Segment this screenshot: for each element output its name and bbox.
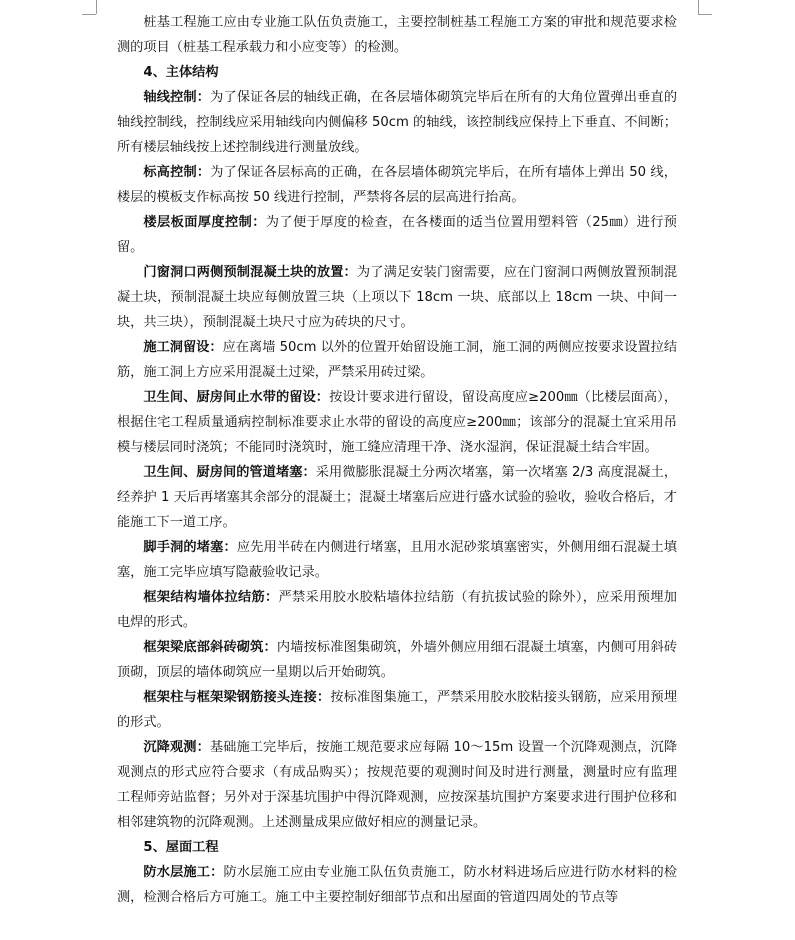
paragraph-text: 防水层施工应由专业施工队伍负责施工，防水材料进场后应进行防水材料的检测，检测合格后方可施工。施工中主要控制好细部节点和出屋面的管道四周处的节点等 <box>117 865 678 905</box>
body-paragraph <box>117 685 677 735</box>
paragraph-text: 应先用半砖在内侧进行堵塞，且用水泥砂浆填塞密实，外侧用细石混凝土填塞，施工完毕应填写隐蔽验收记录。 <box>117 540 678 580</box>
body-paragraph <box>117 585 677 635</box>
section-heading: 5、屋面工程 <box>143 840 219 855</box>
paragraph-text: 按标准图集施工，严禁采用胶水胶粘接头钢筋，应采用预埋的形式。 <box>117 690 678 730</box>
paragraph-text: 按设计要求进行留设，留设高度应≥200㎜（比楼层面高），根据住宅工程质量通病控制标准要求止水带的留设的高度应≥200㎜；该部分的混凝土宜采用吊模与楼层同时浇筑；不能同时浇筑时，施工缝应清理干净、浇水湿润，保证混凝土结合牢固。 <box>117 390 678 455</box>
paragraph-text: 为了满足安装门窗需要，应在门窗洞口两侧放置预制混凝土块，预制混凝土块应每侧放置三块（上项以下 18cm 一块、底部以上 18cm 一块、中间一块，共三块），预制混凝土块尺寸应为砖块的尺寸。 <box>117 265 678 330</box>
paragraph-text: 严禁采用胶水胶粘墙体拉结筋（有抗拔试验的除外），应采用预埋加电焊的形式。 <box>117 590 677 630</box>
paragraph-text: 应在离墙 50cm 以外的位置开始留设施工洞，施工洞的两侧应按要求设置拉结筋，施工洞上方应采用混凝土过梁，严禁采用砖过梁。 <box>117 340 678 380</box>
paragraph-term: 楼层板面厚度控制： <box>143 215 266 230</box>
body-paragraph <box>117 460 677 535</box>
paragraph-text: 为了保证各层标高的正确，在各层墙体砌筑完毕后，在所有墙体上弹出 50 线，楼层的模板支作标高按 50 线进行控制，严禁将各层的层高进行抬高。 <box>117 165 677 205</box>
paragraph-term: 轴线控制： <box>143 90 211 105</box>
paragraph-term: 卫生间、厨房间止水带的留设： <box>143 390 330 405</box>
paragraph-text: 桩基工程施工应由专业施工队伍负责施工，主要控制桩基工程施工方案的审批和规范要求检测的项目（桩基工程承载力和小应变等）的检测。 <box>117 15 677 55</box>
body-paragraph <box>117 160 677 210</box>
paragraph-term: 沉降观测： <box>143 740 210 755</box>
paragraph-term: 框架结构墙体拉结筋： <box>143 590 279 605</box>
crop-mark <box>96 0 97 14</box>
paragraph-text: 为了保证各层的轴线正确，在各层墙体砌筑完毕后在所有的大角位置弹出垂直的轴线控制线，控制线应采用轴线向内侧偏移 50cm 的轴线，该控制线应保持上下垂直、不间断；所有楼层轴线按上述控制线进行测量放线。 <box>117 90 678 155</box>
paragraph-text: 为了便于厚度的检查，在各楼面的适当位置用塑料管（25㎜）进行预留。 <box>117 215 677 255</box>
paragraph-text: 采用微膨胀混凝土分两次堵塞，第一次堵塞 2/3 高度混凝土，经养护 1 天后再堵塞其余部分的混凝土；混凝土堵塞后应进行盛水试验的验收，验收合格后，才能施工下一道工序。 <box>117 465 678 530</box>
body-paragraph <box>117 210 677 260</box>
paragraph-term: 防水层施工： <box>143 865 224 880</box>
body-paragraph <box>117 335 677 385</box>
body-paragraph <box>117 635 677 685</box>
body-paragraph <box>117 85 677 160</box>
paragraph-term: 施工洞留设： <box>143 340 223 355</box>
body-paragraph <box>117 535 677 585</box>
paragraph-term: 标高控制： <box>143 165 211 180</box>
body-paragraph <box>117 860 677 910</box>
body-paragraph <box>117 735 677 835</box>
paragraph-term: 门窗洞口两侧预制混凝土块的放置： <box>143 265 357 280</box>
paragraph-text: 基础施工完毕后，按施工规范要求应每隔 10～15m 设置一个沉降观测点，沉降观测点的形式应符合要求（有成品购买）；按规范要的观测时间及时进行测量，测量时应有监理工程师旁站监督；另外对于深基坑围护中得沉降观测，应按深基坑围护方案要求进行围护位移和相邻建筑物的沉降观测。上述测量成果应做好相应的测量记录。 <box>117 740 678 830</box>
paragraph-term: 框架柱与框架梁钢筋接头连接： <box>143 690 331 705</box>
section-heading: 4、主体结构 <box>143 65 219 80</box>
paragraph-text: 内墙按标准图集砌筑，外墙外侧应用细石混凝土填塞，内侧可用斜砖顶砌，顶层的墙体砌筑应一星期以后开始砌筑。 <box>117 640 678 680</box>
body-paragraph <box>117 385 677 460</box>
paragraph-term: 框架梁底部斜砖砌筑： <box>143 640 277 655</box>
paragraph-term: 脚手洞的堵塞： <box>143 540 237 555</box>
document-page <box>117 10 677 910</box>
body-paragraph <box>117 10 677 60</box>
paragraph-term: 卫生间、厨房间的管道堵塞： <box>143 465 316 480</box>
body-paragraph <box>117 260 677 335</box>
crop-mark <box>698 14 712 15</box>
crop-mark <box>698 0 699 14</box>
crop-mark <box>82 14 96 15</box>
